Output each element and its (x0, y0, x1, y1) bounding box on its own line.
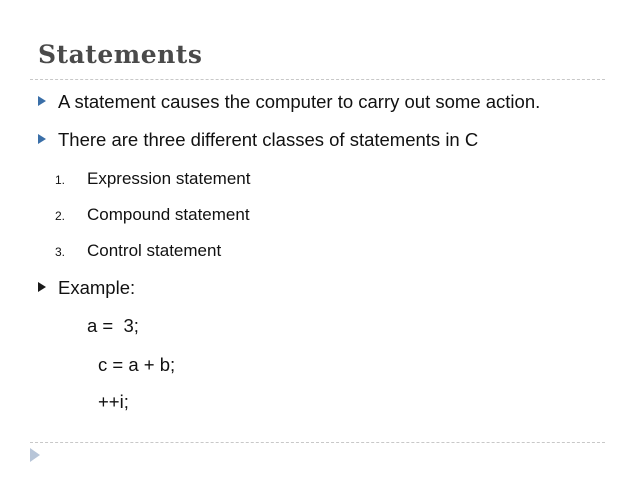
bullet-arrow-icon (36, 93, 58, 111)
title-divider (30, 79, 605, 80)
item-number: 1. (55, 173, 66, 187)
numbered-item (55, 242, 221, 259)
footer-divider (30, 442, 605, 443)
item-number: 3. (55, 245, 66, 259)
bullet-text: A statement causes the computer to carry out some action. (58, 91, 541, 112)
bullet-arrow-icon (36, 279, 58, 297)
numbered-item (55, 170, 250, 187)
slide-title: Statements (38, 40, 203, 69)
item-number: 2. (55, 209, 66, 223)
example-label: Example: (58, 277, 136, 298)
code-line: c = a + b; (98, 354, 176, 375)
item-text: Expression statement (87, 169, 251, 188)
bullet-arrow-icon (36, 131, 58, 149)
code-line: ++i; (98, 391, 129, 412)
bullet-text: There are three different classes of statements in C (58, 129, 479, 150)
item-text: Control statement (87, 241, 222, 260)
item-text: Compound statement (87, 205, 250, 224)
slide-nav-arrow-icon (30, 448, 40, 462)
example-bullet (36, 279, 135, 298)
code-line: a = 3; (87, 315, 139, 336)
bullet-item (36, 131, 478, 150)
bullet-item (36, 93, 540, 112)
numbered-item (55, 206, 250, 223)
